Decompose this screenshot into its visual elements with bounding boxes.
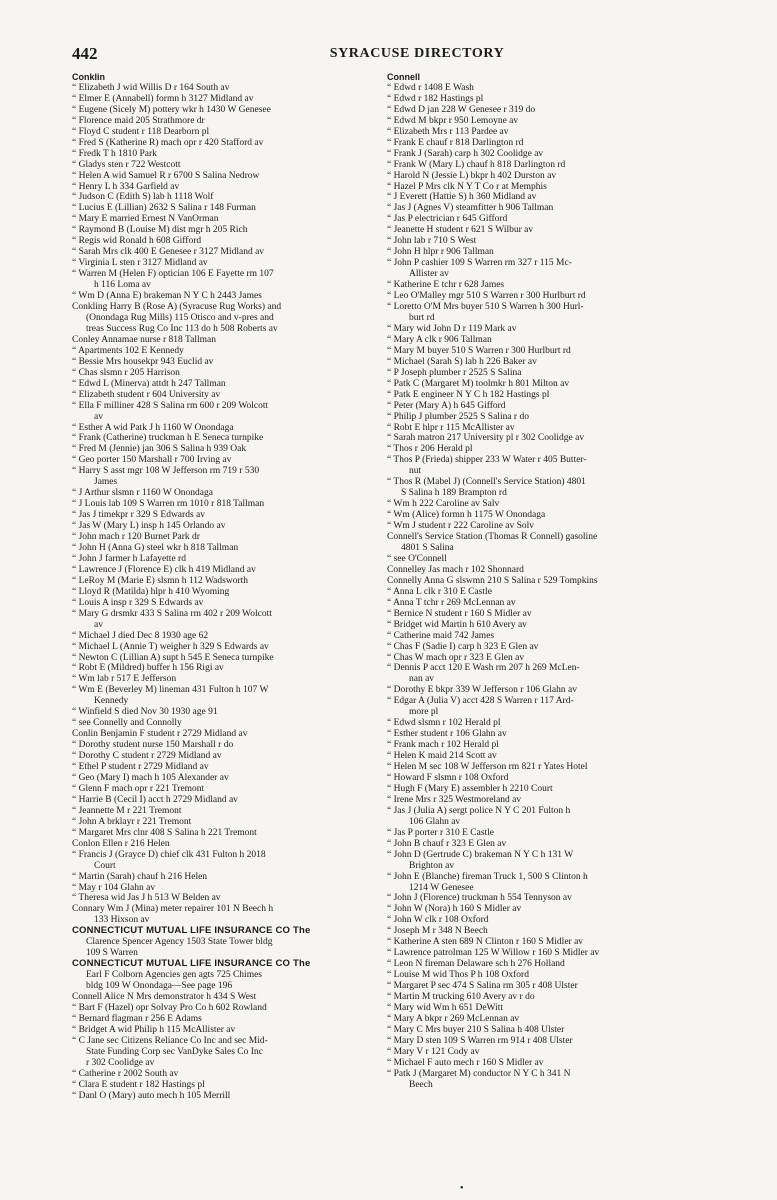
- directory-entry: “ Jas P electrician r 645 Gifford: [387, 214, 508, 225]
- directory-entry: “ Glenn F mach opr r 221 Tremont: [72, 783, 205, 794]
- directory-entry: “ Winfield S died Nov 30 1930 age 91: [72, 707, 218, 718]
- directory-entry: “ Bernard flagman r 256 E Adams: [72, 1013, 202, 1024]
- entry-continuation: 106 Glahn av: [409, 816, 461, 827]
- entry-continuation: 1214 W Genesee: [409, 882, 474, 893]
- directory-entry: “ Newton C (Lillian A) supt h 545 E Seneca turnpike: [72, 652, 274, 663]
- directory-entry: “ J Arthur slsmn r 1160 W Onondaga: [72, 488, 213, 499]
- directory-entry: “ Mary D sten 109 S Warren rm 914 r 408 Ulster: [387, 1035, 573, 1046]
- entry-continuation: S Salina h 189 Brampton rd: [401, 488, 507, 499]
- directory-entry: “ Florence maid 205 Strathmore dr: [72, 115, 205, 126]
- directory-entry: “ Patk E engineer N Y C h 182 Hastings pl: [387, 389, 550, 400]
- directory-entry: “ Margaret P sec 474 S Salina rm 305 r 408 Ulster: [387, 981, 578, 992]
- directory-entry: “ Anna T tchr r 269 McLennan av: [387, 597, 516, 608]
- directory-entry: “ Frank J (Sarah) carp h 302 Coolidge av: [387, 148, 544, 159]
- entry-continuation: av: [94, 619, 103, 630]
- directory-entry: “ Elizabeth student r 604 University av: [72, 389, 221, 400]
- entry-continuation: Brighton av: [409, 860, 455, 871]
- directory-entry: “ Clara E student r 182 Hastings pl: [72, 1079, 205, 1090]
- directory-entry: “ Hazel P Mrs clk N Y T Co r at Memphis: [387, 181, 547, 192]
- directory-entry: “ see O'Connell: [387, 553, 447, 564]
- directory-entry: Conley Annamae nurse r 818 Tallman: [72, 334, 217, 345]
- directory-entry: “ Edwd M bkpr r 950 Lemoyne av: [387, 115, 519, 126]
- directory-entry: “ Lloyd R (Matilda) hlpr h 410 Wyoming: [72, 586, 230, 597]
- page-title: SYRACUSE DIRECTORY: [329, 46, 505, 61]
- directory-entry: “ Henry L h 334 Garfield av: [72, 181, 180, 192]
- directory-entry: “ Thos R (Mabel J) (Connell's Service Station) 4801: [387, 477, 586, 488]
- directory-entry: “ Mary V r 121 Cody av: [387, 1046, 480, 1057]
- directory-entry: “ Leo O'Malley mgr 510 S Warren r 300 Hurlburt rd: [387, 291, 586, 302]
- directory-entry: “ Helen A wid Samuel R r 6700 S Salina Nedrow: [72, 170, 260, 181]
- directory-entry: “ Ella F milliner 428 S Salina rm 600 r 209 Wolcott: [72, 400, 269, 411]
- directory-entry: “ Regis wid Ronald h 608 Gifford: [72, 236, 202, 247]
- directory-entry: “ Geo (Mary I) mach h 105 Alexander av: [72, 773, 229, 783]
- directory-entry: “ Joseph M r 348 N Beech: [387, 926, 488, 937]
- directory-entry: Conlon Ellen r 216 Helen: [72, 838, 170, 849]
- directory-entry: “ LeRoy M (Marie E) slsmn h 112 Wadsworth: [72, 575, 249, 586]
- directory-entry: “ Dorothy C student r 2729 Midland av: [72, 751, 222, 762]
- directory-entry: “ John P cashier 109 S Warren rm 327 r 115 Mc-: [387, 258, 572, 269]
- directory-entry: “ Loretto O'M Mrs buyer 510 S Warren h 300 Hurl-: [387, 302, 584, 313]
- directory-entry: “ John A brklayr r 221 Tremont: [72, 816, 192, 827]
- page-number: 442: [72, 44, 98, 63]
- entry-continuation: 109 S Warren: [86, 948, 138, 959]
- directory-entry: “ Wm h 222 Caroline av Salv: [387, 499, 500, 510]
- directory-entry: “ Bart F (Hazel) opr Solvay Pro Co h 602 Rowland: [72, 1003, 267, 1014]
- entry-continuation: Allister av: [409, 269, 449, 280]
- directory-entry: “ Bridget A wid Philip h 115 McAllister av: [72, 1024, 236, 1035]
- directory-entry: “ Irene Mrs r 325 Westmoreland av: [387, 794, 522, 805]
- directory-entry: “ Fred S (Katherine R) mach opr r 420 Stafford av: [72, 137, 264, 148]
- directory-entry: Connell's Service Station (Thomas R Connell) gasoline: [387, 532, 598, 543]
- directory-entry: “ Patk C (Margaret M) toolmkr h 801 Milton av: [387, 378, 570, 389]
- directory-entry: “ Michael J died Dec 8 1930 age 62: [72, 630, 209, 641]
- directory-entry: “ Hugh F (Mary E) assembler h 2210 Court: [387, 783, 553, 794]
- directory-entry: “ Theresa wid Jas J h 513 W Belden av: [72, 893, 221, 904]
- directory-entry: “ Frank (Catherine) truckman h E Seneca turnpike: [72, 433, 264, 444]
- directory-entry: “ Esther A wid Patk J h 1160 W Onondaga: [72, 422, 234, 433]
- directory-entry: “ Elmer E (Annabell) formn h 3127 Midland av: [72, 93, 254, 104]
- directory-entry: “ Sarah matron 217 University pl r 302 Coolidge av: [387, 433, 585, 444]
- directory-entry: Connelly Anna G slswmn 210 S Salina r 529 Tompkins: [387, 575, 598, 586]
- directory-entry: “ J Louis lab 109 S Warren rm 1010 r 818 Tallman: [72, 499, 265, 510]
- directory-entry: “ Danl O (Mary) auto mech h 105 Merrill: [72, 1090, 231, 1101]
- page-header: [72, 44, 762, 66]
- listing-heading: CONNECTICUT MUTUAL LIFE INSURANCE CO The: [72, 926, 311, 937]
- entry-continuation: Beech: [409, 1079, 433, 1090]
- directory-entry: “ Mary wid Wm h 651 DeWitt: [387, 1003, 504, 1014]
- directory-entry: “ Edwd r 1408 E Wash: [387, 82, 474, 93]
- entry-continuation: av: [94, 411, 103, 422]
- directory-entry: “ Warren M (Helen F) optician 106 E Fayette rm 107: [72, 269, 274, 280]
- entry-continuation: more pl: [409, 707, 439, 718]
- directory-entry: “ Louise M wid Thos P h 108 Oxford: [387, 970, 529, 981]
- directory-entry: “ Katherine A sten 689 N Clinton r 160 S Midler av: [387, 937, 584, 948]
- directory-entry: “ Mary wid John D r 119 Mark av: [387, 323, 517, 334]
- entry-continuation: 133 Hixson av: [94, 915, 150, 926]
- directory-entry: “ Raymond B (Louise M) dist mgr h 205 Rich: [72, 225, 248, 236]
- directory-entry: “ Edgar A (Julia V) acct 428 S Warren r 117 Ard-: [387, 696, 574, 707]
- directory-entry: “ Patk J (Margaret M) conductor N Y C h 341 N: [387, 1068, 571, 1079]
- right-column: [387, 72, 697, 1091]
- directory-entry: “ John lab r 710 S West: [387, 236, 477, 247]
- directory-entry: “ Wm E (Beverley M) lineman 431 Fulton h 107 W: [72, 685, 269, 696]
- entry-continuation: Earl F Colborn Agencies gen agts 725 Chimes: [86, 970, 262, 981]
- directory-entry: “ Lawrence patrolman 125 W Willow r 160 S Midler av: [387, 948, 600, 959]
- directory-entry: “ Harrie B (Cecil I) acct h 2729 Midland av: [72, 794, 238, 805]
- directory-entry: “ Floyd C student r 118 Dearborn pl: [72, 126, 210, 137]
- directory-entry: “ Wm (Alice) formn h 1175 W Onondaga: [387, 510, 546, 521]
- directory-entry: “ Howard F slsmn r 108 Oxford: [387, 773, 509, 783]
- entry-continuation: nan av: [409, 674, 435, 685]
- directory-entry: “ Martin M trucking 610 Avery av r do: [387, 992, 535, 1003]
- directory-entry: “ Chas W mach opr r 323 E Glen av: [387, 652, 525, 663]
- directory-entry: “ Catherine maid 742 James: [387, 630, 495, 641]
- directory-entry: “ Margaret Mrs clnr 408 S Salina h 221 Tremont: [72, 827, 257, 838]
- directory-entry: “ Fred M (Jennie) jan 306 S Salina h 939 Oak: [72, 444, 247, 455]
- entry-continuation: nut: [409, 466, 422, 477]
- directory-entry: “ John H (Anna G) steel wkr h 818 Tallman: [72, 542, 239, 553]
- directory-entry: “ Chas F (Sadie I) carp h 323 E Glen av: [387, 641, 539, 652]
- directory-entry: “ Harold N (Jessie L) bkpr h 402 Durston av: [387, 170, 557, 181]
- directory-entry: “ Jeanette H student r 621 S Wilbur av: [387, 225, 534, 236]
- entry-continuation: h 116 Loma av: [94, 280, 151, 291]
- directory-entry: “ C Jane sec Citizens Reliance Co Inc and sec Mid-: [72, 1035, 268, 1046]
- directory-entry: “ Apartments 102 E Kennedy: [72, 345, 184, 356]
- directory-entry: “ Bessie Mrs housekpr 943 Euclid av: [72, 356, 214, 367]
- directory-entry: “ Leon N fireman Delaware sch h 276 Holland: [387, 959, 565, 970]
- entry-continuation: Kennedy: [94, 696, 129, 707]
- directory-entry: “ Esther student r 106 Glahn av: [387, 729, 507, 740]
- directory-entry: “ Jas J timekpr r 329 S Edwards av: [72, 510, 205, 521]
- directory-entry: “ Judson C (Edith S) lab h 1118 Wolf: [72, 192, 214, 203]
- directory-entry: “ Mary A bkpr r 269 McLennan av: [387, 1013, 520, 1024]
- listing-heading: CONNECTICUT MUTUAL LIFE INSURANCE CO The: [72, 959, 311, 970]
- entry-continuation: treas Success Rug Co Inc 113 do h 508 Roberts av: [86, 323, 278, 334]
- directory-entry: “ see Connelly and Connolly: [72, 718, 182, 729]
- entry-continuation: James: [94, 477, 118, 488]
- entry-continuation: State Funding Corp sec VanDyke Sales Co Inc: [86, 1046, 263, 1057]
- directory-entry: “ J Everett (Hattie S) h 360 Midland av: [387, 192, 537, 203]
- entry-continuation: bldg 109 W Onondaga—See page 196: [86, 981, 233, 992]
- section-heading: Connell: [387, 72, 420, 82]
- directory-entry: “ Gladys sten r 722 Westcott: [72, 159, 181, 170]
- directory-entry: “ Mary A clk r 906 Tallman: [387, 334, 492, 345]
- directory-entry: “ Michael F auto mech r 160 S Midler av: [387, 1057, 544, 1068]
- directory-entry: “ Helen K maid 214 Scott av: [387, 751, 497, 762]
- directory-entry: “ Robt E hlpr r 115 McAllister av: [387, 422, 515, 433]
- entry-continuation: (Onondaga Rug Mills) 115 Otisco and v-pres and: [86, 312, 274, 323]
- directory-entry: “ John J farmer h Lafayette rd: [72, 553, 186, 564]
- directory-entry: “ Ethel P student r 2729 Midland av: [72, 762, 209, 773]
- directory-entry: “ John J (Florence) truckman h 554 Tennyson av: [387, 893, 572, 904]
- directory-entry: “ Michael L (Annie T) weigher h 329 S Edwards av: [72, 641, 269, 652]
- directory-entry: “ Edwd r 182 Hastings pl: [387, 93, 484, 104]
- directory-entry: “ Mary E married Ernest N VanOrman: [72, 214, 219, 225]
- directory-entry: “ Helen M sec 108 W Jefferson rm 821 r Yates Hotel: [387, 762, 588, 773]
- directory-entry: “ Jas P porter r 310 E Castle: [387, 827, 495, 838]
- directory-entry: “ Jeannette M r 221 Tremont: [72, 805, 182, 816]
- directory-entry: “ Mary C Mrs buyer 210 S Salina h 408 Ulster: [387, 1024, 565, 1035]
- directory-entry: “ Elizabeth J wid Willis D r 164 South av: [72, 82, 230, 93]
- directory-entry: Connell Alice N Mrs demonstrator h 434 S West: [72, 992, 257, 1003]
- directory-entry: “ Catherine r 2002 South av: [72, 1068, 179, 1079]
- directory-entry: Connary Wm J (Mina) meter repairer 101 N Beech h: [72, 904, 274, 915]
- directory-entry: “ John mach r 120 Burnet Park dr: [72, 532, 200, 543]
- directory-entry: “ Chas slsmn r 205 Harrison: [72, 367, 180, 378]
- directory-entry: “ Robt E (Mildred) buffer h 156 Rigi av: [72, 663, 224, 674]
- directory-entry: “ Wm J student r 222 Caroline av Solv: [387, 521, 535, 532]
- directory-entry: “ Lawrence J (Florence E) clk h 419 Midland av: [72, 564, 256, 575]
- directory-entry: “ John E (Blanche) fireman Truck 1, 500 S Clinton h: [387, 871, 588, 882]
- directory-entry: “ John D (Gertrude C) brakeman N Y C h 131 W: [387, 849, 574, 860]
- directory-entry: “ Geo porter 150 Marshall r 700 Irving av: [72, 455, 232, 466]
- directory-entry: “ Lucius E (Lillian) 2632 S Salina r 148 Furman: [72, 203, 256, 214]
- directory-entry: “ John B chauf r 323 E Glen av: [387, 838, 507, 849]
- directory-entry: “ John W (Nora) h 160 S Midler av: [387, 904, 522, 915]
- directory-entry: “ Elizabeth Mrs r 113 Pardee av: [387, 126, 509, 137]
- entry-continuation: burt rd: [409, 312, 435, 323]
- directory-entry: “ Louis A insp r 329 S Edwards av: [72, 597, 204, 608]
- directory-entry: “ Jas W (Mary L) insp h 145 Orlando av: [72, 521, 226, 532]
- directory-entry: “ Virginia L sten r 3127 Midland av: [72, 258, 208, 269]
- directory-entry: “ John H hlpr r 906 Tallman: [387, 247, 494, 258]
- directory-entry: “ Dorothy student nurse 150 Marshall r do: [72, 740, 234, 751]
- directory-entry: “ Mary G drsmkr 433 S Salina rm 402 r 209 Wolcott: [72, 608, 272, 619]
- directory-entry: “ Jas J (Julia A) sergt police N Y C 201 Fulton h: [387, 805, 571, 816]
- directory-entry: “ Mary M buyer 510 S Warren r 300 Hurlburt rd: [387, 345, 571, 356]
- directory-entry: “ Bernice N student r 160 S Midler av: [387, 608, 532, 619]
- directory-entry: “ John W clk r 108 Oxford: [387, 915, 489, 926]
- directory-entry: “ Edwd slsmn r 102 Herald pl: [387, 718, 501, 729]
- directory-entry: “ Frank W (Mary L) chauf h 818 Darlington rd: [387, 159, 566, 170]
- entry-continuation: Court: [94, 860, 116, 871]
- directory-entry: “ Martin (Sarah) chauf h 216 Helen: [72, 871, 208, 882]
- directory-entry: “ Harry S asst mgr 108 W Jefferson rm 719 r 530: [72, 466, 260, 477]
- directory-entry: “ Francis J (Grayce D) chief clk 431 Fulton h 2018: [72, 849, 266, 860]
- footer-mark: •: [460, 1183, 464, 1194]
- directory-entry: “ Wm D (Anna E) brakeman N Y C h 2443 James: [72, 291, 262, 302]
- directory-entry: “ Frank mach r 102 Herald pl: [387, 740, 499, 751]
- directory-entry: “ Eugene (Sicely M) pottery wkr h 1430 W Genesee: [72, 104, 271, 115]
- directory-entry: “ Peter (Mary A) h 645 Gifford: [387, 400, 506, 411]
- entry-continuation: 4801 S Salina: [401, 542, 454, 553]
- directory-entry: “ May r 104 Glahn av: [72, 882, 156, 893]
- directory-entry: “ Katherine E tchr r 628 James: [387, 280, 505, 291]
- directory-entry: “ Frank E chauf r 818 Darlington rd: [387, 137, 524, 148]
- left-column: [72, 72, 382, 1102]
- directory-entry: Conkling Harry B (Rose A) (Syracuse Rug Works) and: [72, 302, 282, 313]
- directory-entry: “ Thos r 206 Herald pl: [387, 444, 473, 455]
- directory-entry: “ Michael (Sarah S) lab h 226 Baker av: [387, 356, 537, 367]
- directory-entry: “ Fredk T h 1810 Park: [72, 148, 157, 159]
- directory-entry: “ Wm lab r 517 E Jefferson: [72, 674, 177, 685]
- directory-entry: “ Sarah Mrs clk 400 E Genesee r 3127 Midland av: [72, 247, 265, 258]
- directory-entry: “ Dorothy E bkpr 339 W Jefferson r 106 Glahn av: [387, 685, 577, 696]
- directory-entry: “ P Joseph plumber r 2525 S Salina: [387, 367, 522, 378]
- directory-entry: “ Bridget wid Martin h 610 Avery av: [387, 619, 527, 630]
- directory-entry: Connelley Jas mach r 102 Shonnard: [387, 564, 524, 575]
- directory-entry: “ Jas J (Agnes V) steamfitter h 906 Tallman: [387, 203, 554, 214]
- directory-entry: “ Edwd D jan 228 W Genesee r 319 do: [387, 104, 536, 115]
- directory-entry: “ Dennis P acct 120 E Wash rm 207 h 269 McLen-: [387, 663, 580, 674]
- directory-entry: Conlin Benjamin F student r 2729 Midland av: [72, 729, 248, 740]
- directory-entry: “ Philip J plumber 2525 S Salina r do: [387, 411, 529, 422]
- directory-entry: “ Edwd L (Minerva) attdt h 247 Tallman: [72, 378, 226, 389]
- entry-continuation: Clarence Spencer Agency 1503 State Tower bldg: [86, 937, 273, 948]
- entry-continuation: r 302 Coolidge av: [86, 1057, 155, 1068]
- directory-entry: “ Thos P (Frieda) shipper 233 W Water r 405 Butter-: [387, 455, 587, 466]
- section-heading: Conklin: [72, 72, 105, 82]
- directory-entry: “ Anna L clk r 310 E Castle: [387, 586, 492, 597]
